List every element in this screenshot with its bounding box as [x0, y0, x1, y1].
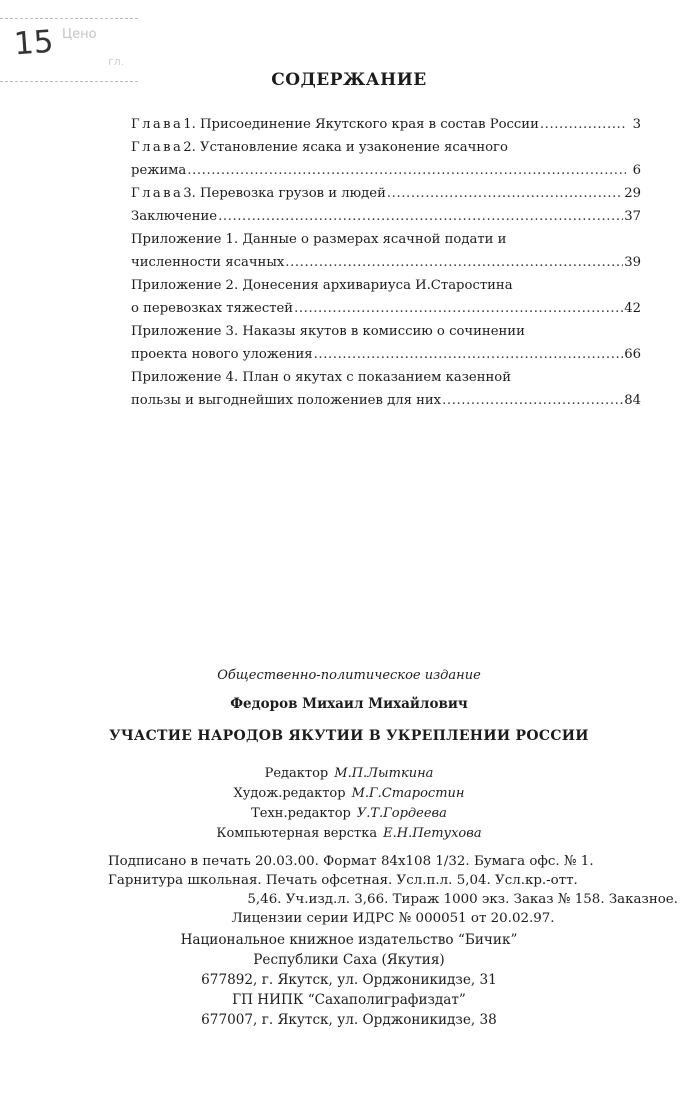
print-detail-line: Гарнитура школьная. Печать офсетная. Усл.п.л. 5,04. Усл.кр.-отт.: [108, 873, 578, 888]
dot-leader: [285, 255, 623, 270]
toc-entry-text: Приложение 4. План о якутах с показанием казенной: [131, 370, 512, 385]
toc-entry-prefix: Глава: [131, 140, 184, 155]
toc-entry-prefix: Глава: [131, 186, 184, 201]
dot-leader: [187, 163, 626, 178]
dot-leader: [294, 301, 623, 316]
toc-entry: [131, 163, 641, 186]
toc-entry: [131, 232, 641, 255]
credit-role: Худож.редактор: [233, 786, 346, 801]
print-details: [108, 852, 678, 928]
toc-entry-text: 1. Присоединение Якутского края в состав России: [183, 117, 539, 132]
toc-entry: [131, 347, 641, 370]
credits-list: [0, 764, 698, 844]
toc-entry-text: о перевозках тяжестей: [131, 301, 294, 316]
toc-page-number: 66: [624, 347, 641, 362]
toc-entry: [131, 324, 641, 347]
toc-heading: СОДЕРЖАНИЕ: [271, 70, 427, 90]
credit-name: Е.Н.Петухова: [383, 826, 482, 841]
credit-role: Редактор: [264, 766, 329, 781]
dot-leader: [442, 393, 623, 408]
toc-entry-text: пользы и выгоднейших положениев для них: [131, 393, 442, 408]
credit-line: [0, 784, 698, 804]
publication-type: Общественно-политическое издание: [217, 668, 481, 683]
toc-page-number: 84: [624, 393, 641, 408]
handwritten-number: 15: [12, 23, 55, 63]
toc-entry: [131, 209, 641, 232]
credit-line: [0, 764, 698, 784]
publisher-line: 677892, г. Якутск, ул. Орджоникидзе, 31: [201, 972, 497, 988]
credit-name: М.Г.Старостин: [351, 786, 465, 801]
print-detail-line: 5,46. Уч.изд.л. 3,66. Тираж 1000 экз. Заказ № 158. Заказное.: [247, 892, 678, 907]
credit-line: [0, 804, 698, 824]
publisher-line: Республики Саха (Якутия): [253, 952, 445, 968]
toc-entry: [131, 370, 641, 393]
toc-page-number: 3: [632, 117, 641, 132]
dot-leader: [540, 117, 626, 132]
print-detail-line: Лицензии серии ИДРС № 000051 от 20.02.97.: [231, 911, 555, 926]
toc-entry: [131, 393, 641, 416]
credit-role: Компьютерная верстка: [216, 826, 378, 841]
toc-entry-text: 2. Установление ясака и узаконение ясачного: [183, 140, 508, 155]
credit-line: [0, 824, 698, 844]
toc-page-number: 29: [624, 186, 641, 201]
print-detail-line: Подписано в печать 20.03.00. Формат 84x108 1/32. Бумага офс. № 1.: [108, 854, 594, 869]
publisher-line: 677007, г. Якутск, ул. Орджоникидзе, 38: [201, 1012, 497, 1028]
stamp-faint-text: Ценo: [62, 27, 97, 42]
toc-entry-text: Приложение 1. Данные о размерах ясачной подати и: [131, 232, 507, 247]
dot-leader: [314, 347, 624, 362]
toc-entry: [131, 140, 641, 163]
toc-entry-text: 3. Перевозка грузов и людей: [183, 186, 386, 201]
toc-entry: [131, 255, 641, 278]
toc-entry: [131, 301, 641, 324]
toc-page-number: 42: [624, 301, 641, 316]
publisher-block: [0, 930, 698, 1030]
author-name: Федоров Михаил Михайлович: [230, 696, 468, 712]
toc-entry: [131, 117, 641, 140]
dot-leader: [387, 186, 623, 201]
toc-page-number: 37: [624, 209, 641, 224]
toc-entry: [131, 186, 641, 209]
toc-page-number: 6: [632, 163, 641, 178]
toc-entry-text: режима: [131, 163, 187, 178]
credit-name: М.П.Лыткина: [334, 766, 434, 781]
toc-entry: [131, 278, 641, 301]
toc-entry-prefix: Глава: [131, 117, 184, 132]
toc-entry-text: Приложение 3. Наказы якутов в комиссию о сочинении: [131, 324, 525, 339]
book-title: УЧАСТИЕ НАРОДОВ ЯКУТИИ В УКРЕПЛЕНИИ РОССИИ: [109, 728, 589, 744]
toc-entry-text: численности ясачных: [131, 255, 285, 270]
toc-entry-text: проекта нового уложения: [131, 347, 313, 362]
credit-role: Техн.редактор: [251, 806, 351, 821]
publisher-line: Национальное книжное издательство “Бичик”: [180, 932, 518, 948]
publisher-line: ГП НИПК “Сахаполиграфиздат”: [232, 992, 466, 1008]
table-of-contents: [131, 117, 641, 416]
credit-name: У.Т.Гордеева: [356, 806, 447, 821]
stamp-faint-text: гл.: [108, 55, 125, 68]
dot-leader: [218, 209, 623, 224]
toc-entry-text: Приложение 2. Донесения архивариуса И.Старостина: [131, 278, 513, 293]
toc-entry-text: Заключение: [131, 209, 218, 224]
toc-page-number: 39: [624, 255, 641, 270]
